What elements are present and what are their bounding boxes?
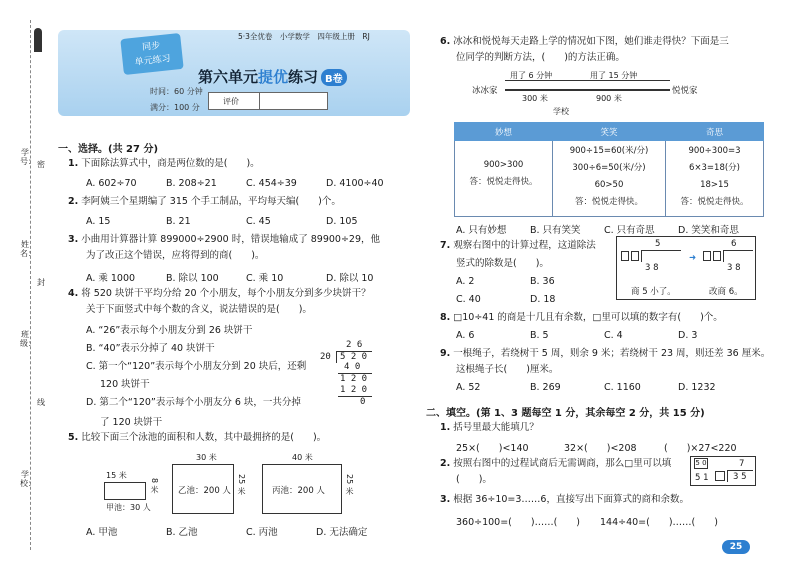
option[interactable]: D. 105 (326, 216, 358, 227)
option[interactable]: B. 5 (530, 330, 549, 341)
option[interactable]: D. 1232 (678, 382, 716, 393)
route-bracket (505, 80, 550, 81)
option[interactable]: A. 乘 1000 (86, 273, 136, 284)
pool-a-length: 8 米 (150, 478, 159, 494)
pool-a-label: 甲池：30 人 (106, 503, 151, 512)
time-limit: 时间：60 分钟 (150, 87, 203, 96)
rocket-icon (34, 28, 42, 52)
question-9: 9. 一根绳子，若绕树干 5 周，则余 9 米；若绕树干 23 周，则还差 36 厘米。 (440, 348, 771, 359)
option[interactable]: A. “26”表示每个小朋友分到 26 块饼干 (86, 325, 253, 336)
pool-b-width: 30 米 (196, 453, 217, 462)
full-score: 满分：100 分 (150, 103, 200, 112)
option[interactable]: C. 1160 (604, 382, 641, 393)
unit-badge: 同步 单元练习 (120, 33, 183, 75)
option[interactable]: D. 4100÷40 (326, 178, 384, 189)
option[interactable]: A. 15 (86, 216, 111, 227)
option[interactable]: B. 208÷21 (166, 178, 217, 189)
page-title: 第六单元提优练习 B卷 (198, 66, 347, 87)
option[interactable]: D. 3 (678, 330, 698, 341)
option[interactable]: C. 乘 10 (246, 273, 284, 284)
fill-blank[interactable]: 32×( )<208 (564, 443, 637, 454)
option[interactable]: A. 52 (456, 382, 481, 393)
option[interactable]: C. 只有奇思 (604, 225, 655, 236)
option[interactable]: A. 2 (456, 276, 475, 287)
option[interactable]: C. 454÷39 (246, 178, 297, 189)
question-7-cont: 竖式的除数是( )。 (456, 258, 549, 269)
b-paper-badge: B卷 (321, 69, 347, 86)
section-title: 二、填空。(第 1、3 题每空 1 分，其余每空 2 分，共 15 分) (426, 408, 705, 419)
diagram-label: 300 米 (522, 94, 548, 103)
trial-division-figure: 5 6 3 8 ➜ 3 8 商 5 小了。 改商 6。 (616, 236, 756, 300)
option[interactable]: A. 只有妙想 (456, 225, 507, 236)
route-bracket (550, 80, 670, 81)
pool-c-length: 25 米 (345, 474, 354, 495)
question-2: 2. 李阿姨三个星期编了 315 个手工制品，平均每天编( )个。 (68, 196, 341, 207)
eval-label: 评价 (223, 97, 239, 106)
page-number: 25 (722, 540, 750, 554)
option[interactable]: B. 36 (530, 276, 555, 287)
option[interactable]: A. 602÷70 (86, 178, 137, 189)
seal-char: 封 (37, 278, 45, 287)
diagram-label: 用了 15 分钟 (590, 71, 638, 80)
option[interactable]: A. 6 (456, 330, 475, 341)
pool-a-width: 15 米 (106, 471, 127, 480)
table-header: 妙想 (455, 123, 553, 141)
table-header: 奇思 (666, 123, 764, 141)
option[interactable]: D. 无法确定 (316, 527, 368, 538)
question-5: 5. 比较下面三个泳池的面积和人数，其中最拥挤的是( )。 (68, 432, 327, 443)
option[interactable]: C. 40 (456, 294, 481, 305)
pool-c-width: 40 米 (292, 453, 313, 462)
option[interactable]: C. 45 (246, 216, 271, 227)
route-line (505, 89, 670, 91)
fill-3: 3. 根据 36÷10=3……6，直接写出下面算式的商和余数。 (440, 494, 689, 505)
pool-c-label: 丙池：200 人 (272, 486, 325, 496)
school-label: 学校： (20, 470, 36, 488)
question-9-cont: 这根绳子长( )厘米。 (456, 364, 559, 375)
question-6-cont: 位同学的判断方法，( )的方法正确。 (456, 52, 625, 63)
question-7: 7. 观察右图中的计算过程，这道除法 (440, 240, 596, 251)
option[interactable]: C. 丙池 (246, 527, 278, 538)
pool-a-rect (104, 482, 146, 500)
class-label: 班级： (20, 330, 36, 348)
table-cell: 900>300 答：悦悦走得快。 (455, 141, 553, 217)
table-cell: 900÷15=60(米/分) 300÷6=50(米/分) 60>50 答：悦悦走得快。 (552, 141, 665, 217)
question-4-cont: 关于下面竖式中每个数的含义，说法错误的是( )。 (86, 304, 312, 315)
table-cell: 900÷300=3 6×3=18(分) 18>15 答：悦悦走得快。 (666, 141, 764, 217)
trial-quotient-figure: 7 5 0 5 1 3 5 (690, 456, 756, 486)
arrow-right-icon: ➜ (689, 253, 697, 263)
question-1: 1. 下面除法算式中，商是两位数的是( )。 (68, 158, 260, 169)
diagram-label: 用了 6 分钟 (510, 71, 553, 80)
fill-1: 1. 括号里最大能填几？ (440, 422, 539, 433)
fill-blank[interactable]: ( )。 (456, 474, 492, 485)
diagram-label: 学校 (553, 107, 569, 116)
option[interactable]: B. 乙池 (166, 527, 198, 538)
option[interactable]: A. 甲池 (86, 527, 118, 538)
option[interactable]: B. “40”表示分掉了 40 块饼干 (86, 343, 215, 354)
pool-b-length: 25 米 (237, 474, 246, 495)
option[interactable]: C. 4 (604, 330, 623, 341)
evaluation-box[interactable] (208, 92, 328, 110)
option[interactable]: D. 除以 10 (326, 273, 374, 284)
binding-line (30, 20, 31, 550)
fill-blank[interactable]: 25×( )<140 (456, 443, 529, 454)
option[interactable]: B. 只有笑笑 (530, 225, 581, 236)
question-6: 6. 冰冰和悦悦每天走路上学的情况如下图，她们谁走得快？下面是三 (440, 36, 729, 47)
fill-blank[interactable]: ( )×27<220 (664, 443, 737, 454)
seal-char: 密 (37, 160, 45, 169)
question-3-cont: 为了改正这个错误，应将得到的商( )。 (86, 250, 265, 261)
option[interactable]: D. 笑笑和奇思 (678, 225, 739, 236)
fill-blank[interactable]: 360÷100=( )……( ) (456, 517, 581, 528)
option[interactable]: C. 第一个“120”表示每个小朋友分到 20 块后，还剩 (86, 361, 307, 372)
option[interactable]: B. 269 (530, 382, 561, 393)
section-title: 一、选择。(共 27 分) (58, 144, 159, 155)
option-cont: 120 块饼干 (100, 379, 150, 390)
fill-2: 2. 按照右图中的过程试商后无需调商，那么□里可以填 (440, 458, 672, 469)
table-header: 笑笑 (552, 123, 665, 141)
option[interactable]: D. 第二个“120”表示每个小朋友分 6 块，一共分掉 (86, 397, 301, 408)
question-4: 4. 将 520 块饼干平均分给 20 个小朋友，每个小朋友分到多少块饼干？ (68, 288, 371, 299)
comparison-table (454, 122, 764, 217)
student-id-label: 学号： (20, 148, 36, 166)
diagram-label: 900 米 (596, 94, 622, 103)
diagram-label: 冰冰家 (472, 86, 498, 96)
seal-char: 线 (37, 398, 45, 407)
question-8: 8. □10÷41 的商是十几且有余数，□里可以填的数字有( )个。 (440, 312, 723, 323)
long-division: 2 6 20 5 2 0 4 0 1 2 0 1 2 0 0 (320, 340, 380, 410)
option-cont: 了 120 块饼干 (100, 417, 163, 428)
option[interactable]: B. 21 (166, 216, 191, 227)
pool-b-label: 乙池：200 人 (178, 486, 231, 496)
option[interactable]: B. 除以 100 (166, 273, 219, 284)
name-label: 姓名： (20, 240, 36, 258)
question-3: 3. 小曲用计算器计算 899000÷2900 时，错误地输成了 89900÷29，他 (68, 234, 380, 245)
brand-line: 5·3全优卷 小学数学 四年级上册 RJ (238, 32, 370, 41)
fill-blank[interactable]: 144÷40=( )……( ) (600, 517, 718, 528)
diagram-label: 悦悦家 (672, 86, 698, 96)
option[interactable]: D. 18 (530, 294, 556, 305)
